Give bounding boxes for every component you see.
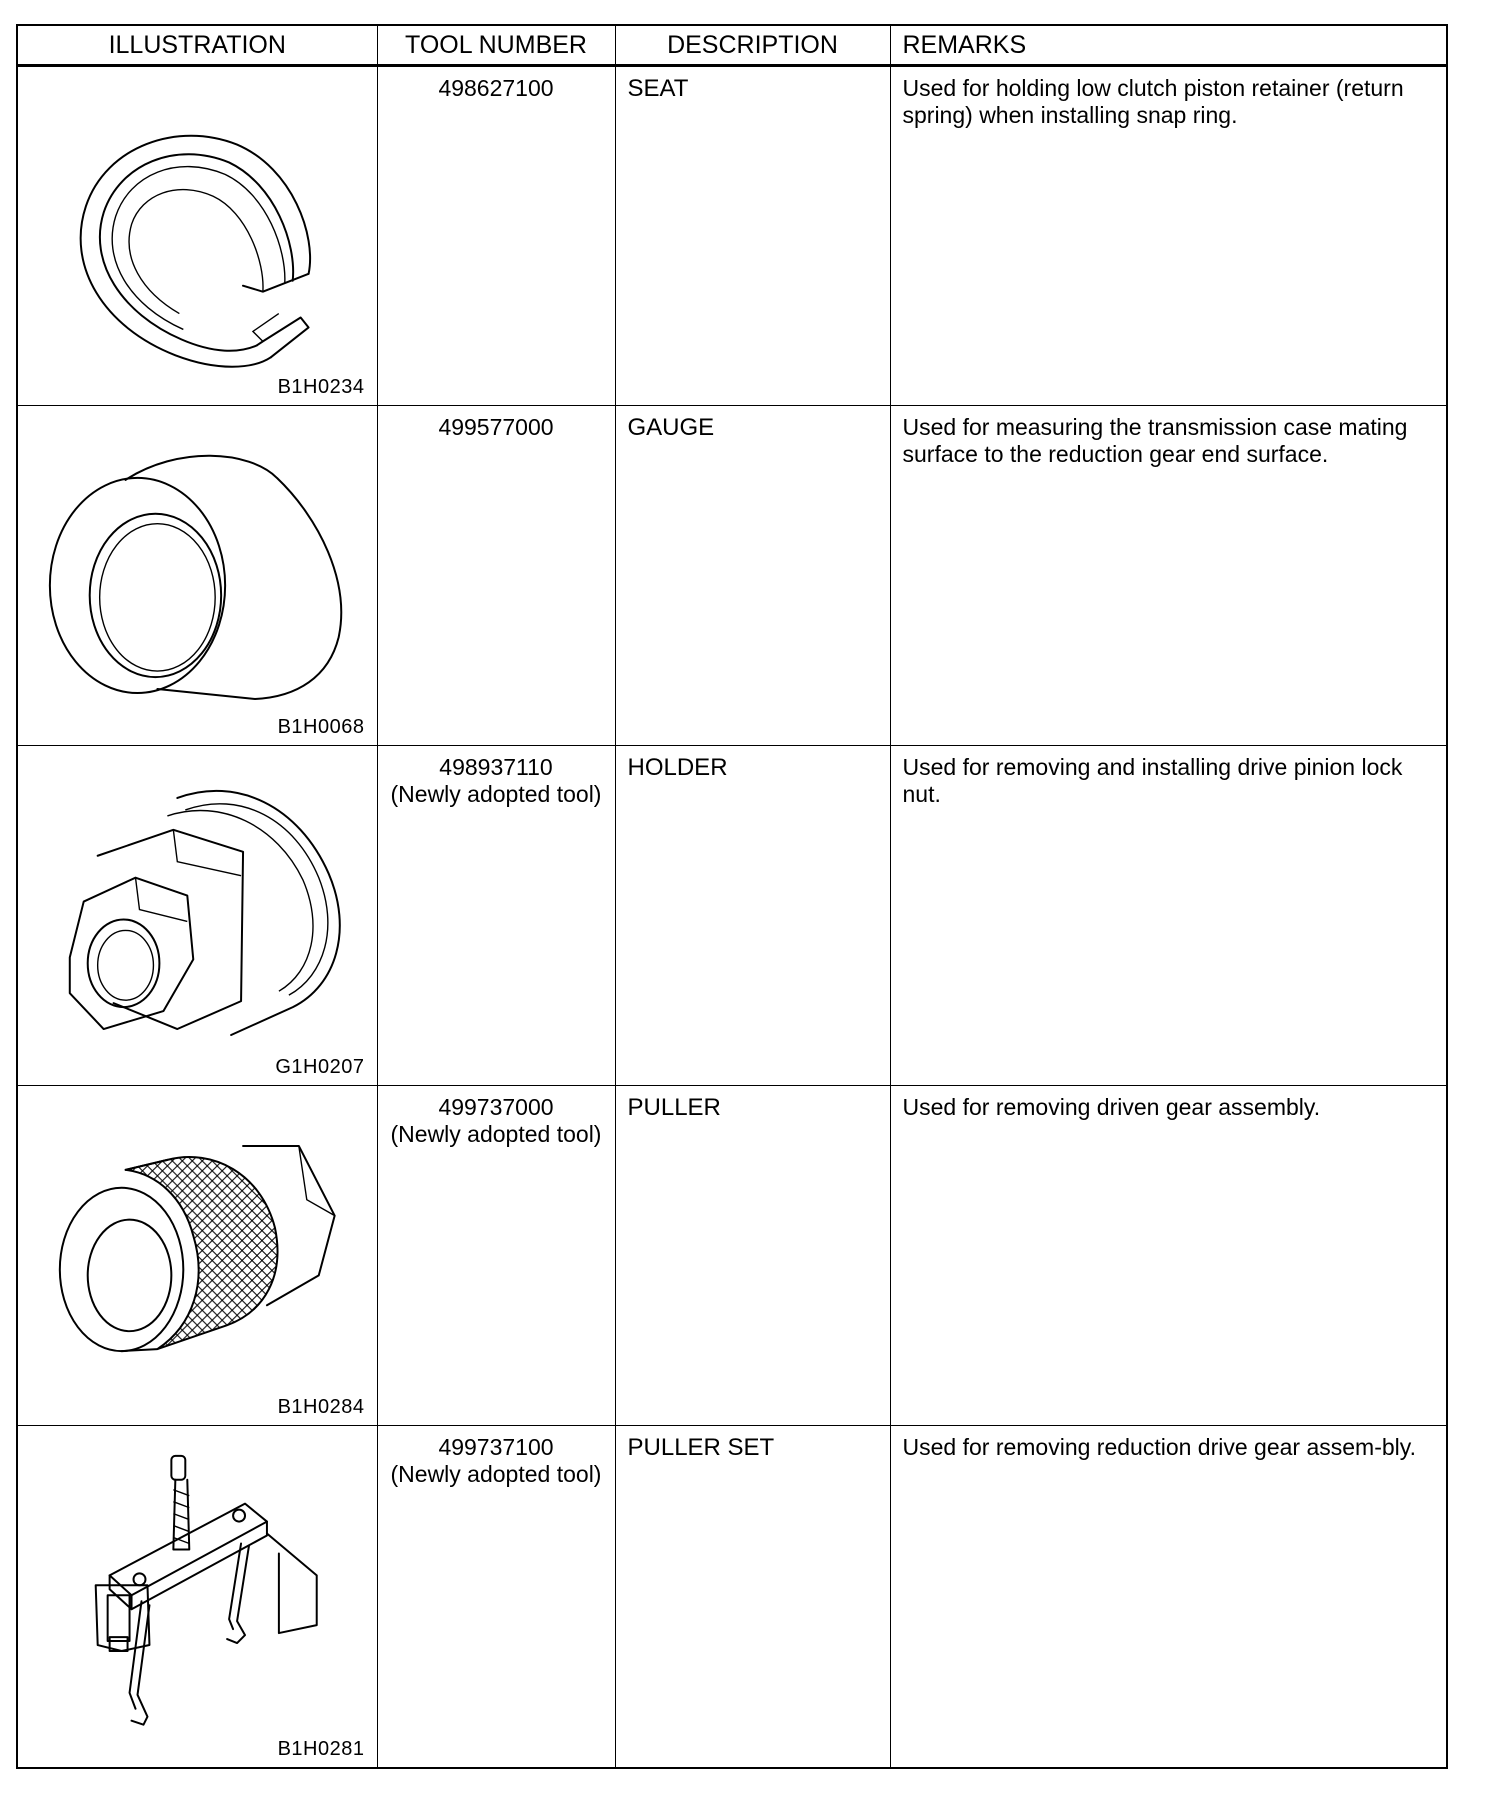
tool-number: 498937110	[439, 754, 553, 780]
tool-note: (Newly adopted tool)	[390, 1121, 602, 1147]
illustration-cell	[17, 746, 377, 1086]
figure-code: B1H0284	[277, 1396, 365, 1418]
tool-number: 499737100	[438, 1434, 554, 1460]
remarks-cell: Used for removing reduction drive gear assem-bly.	[890, 1426, 1447, 1768]
description-cell: PULLER	[615, 1086, 890, 1426]
header-illustration: ILLUSTRATION	[17, 25, 377, 66]
header-description: DESCRIPTION	[615, 25, 890, 66]
tool-number-cell	[377, 406, 615, 746]
tool-number-cell	[377, 746, 615, 1086]
illustration-cell	[17, 1086, 377, 1426]
tool-number-cell	[377, 1086, 615, 1426]
figure-code: B1H0234	[277, 376, 365, 398]
holder-socket-icon	[18, 746, 377, 1085]
header-row	[17, 25, 1447, 66]
table-row	[17, 1086, 1447, 1426]
figure-code: G1H0207	[275, 1056, 365, 1078]
remarks-cell: Used for removing and installing drive pinion lock nut.	[890, 746, 1447, 1086]
table-row	[17, 1426, 1447, 1768]
header-tool-number: TOOL NUMBER	[377, 25, 615, 66]
tool-number: 499577000	[438, 414, 554, 440]
remarks-cell: Used for measuring the transmission case mating surface to the reduction gear end surface.	[890, 406, 1447, 746]
remarks-cell: Used for removing driven gear assembly.	[890, 1086, 1447, 1426]
tool-number-cell	[377, 1426, 615, 1768]
seat-ring-icon	[18, 67, 377, 405]
table-row	[17, 66, 1447, 406]
description-cell: SEAT	[615, 66, 890, 406]
description-cell: PULLER SET	[615, 1426, 890, 1768]
tool-number: 499737000	[438, 1094, 554, 1120]
table-row	[17, 746, 1447, 1086]
tool-note: (Newly adopted tool)	[390, 1461, 602, 1487]
tool-number-cell	[377, 66, 615, 406]
tool-number: 498627100	[438, 75, 554, 101]
special-tools-table	[16, 24, 1448, 1769]
illustration-cell	[17, 66, 377, 406]
gauge-cylinder-icon	[18, 406, 377, 745]
table-row	[17, 406, 1447, 746]
tool-note: (Newly adopted tool)	[390, 781, 602, 807]
description-cell: GAUGE	[615, 406, 890, 746]
description-cell: HOLDER	[615, 746, 890, 1086]
header-remarks: REMARKS	[890, 25, 1447, 66]
illustration-cell	[17, 406, 377, 746]
figure-code: B1H0281	[277, 1737, 365, 1760]
illustration-cell	[17, 1426, 377, 1768]
knurled-puller-icon	[18, 1086, 377, 1425]
remarks-cell: Used for holding low clutch piston retainer (return spring) when installing snap ring.	[890, 66, 1447, 406]
figure-code: B1H0068	[277, 716, 365, 738]
puller-set-icon	[18, 1426, 377, 1767]
